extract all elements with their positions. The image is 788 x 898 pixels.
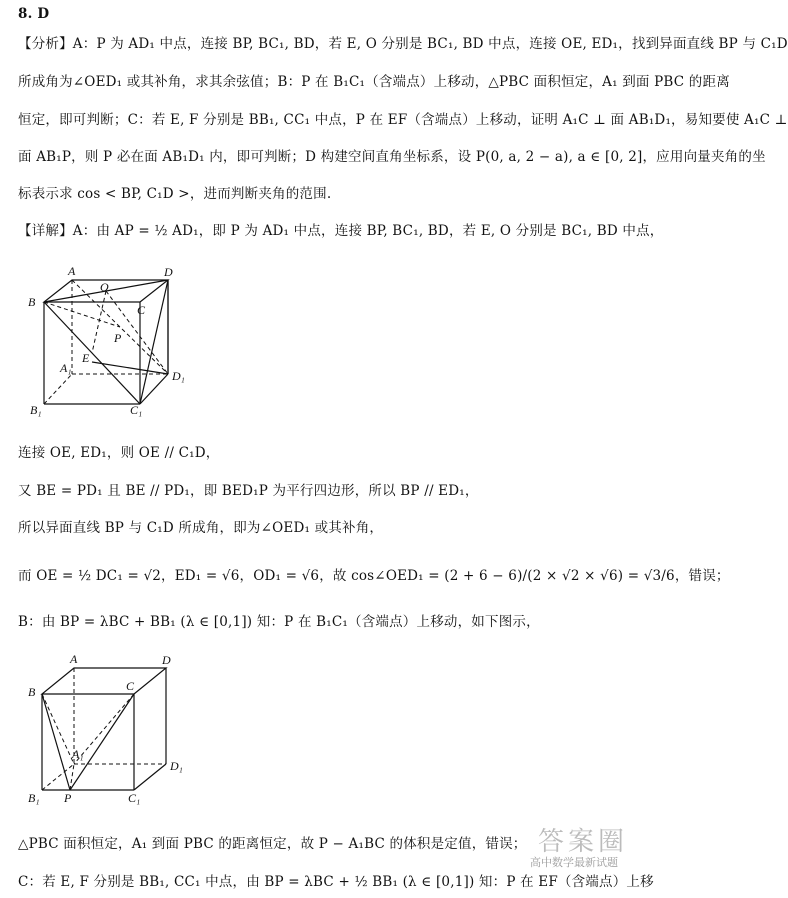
fig2-label-B: B	[28, 685, 36, 699]
detail-line-5: 而 OE = ½ DC₁ = √2，ED₁ = √6，OD₁ = √6，故 cos∠OED₁ = (2 + 6 − 6)/(2 × √2 × √6) = √3/6，错误；	[18, 568, 730, 584]
detail-line-4: 所以异面直线 BP 与 C₁D 所成角，即为∠OED₁ 或其补角，	[18, 520, 384, 536]
detail-line-7: △PBC 面积恒定，A₁ 到面 PBC 的距离恒定，故 P − A₁BC 的体积是定值，错误；	[18, 836, 527, 852]
fig2-label-C: C	[126, 679, 135, 693]
fig1-label-C: C	[137, 303, 146, 317]
fig1-label-O: O	[100, 280, 109, 294]
fig2-ba1	[42, 694, 74, 764]
fig2-edge-c1d1	[134, 764, 166, 790]
detail-line-8: C：若 E, F 分别是 BB₁, CC₁ 中点，由 BP = λBC + ½ BB₁ (λ ∈ [0,1]) 知：P 在 EF（含端点）上移	[18, 874, 654, 890]
watermark-logo: 答案圈	[537, 827, 628, 857]
analysis-line-4: 面 AB₁P，则 P 必在面 AB₁D₁ 内，即可判断；D 构建空间直角坐标系，设 P(0, a, 2 − a), a ∈ [0, 2]，应用向量夹角的坐	[18, 149, 766, 165]
fig1-label-D: D	[164, 265, 173, 279]
fig2-top-face	[42, 668, 166, 694]
fig2-bp	[42, 694, 70, 790]
fig1-label-A1: A₁	[60, 361, 72, 375]
detail-line-3: 又 BE = PD₁ 且 BE // PD₁，即 BED₁P 为平行四边形，所以 BP // ED₁，	[18, 483, 479, 499]
analysis-line-1: 【分析】A：P 为 AD₁ 中点，连接 BP, BC₁, BD，若 E, O 分别是 BC₁, BD 中点，连接 OE, ED₁，找到异面直线 BP 与 C₁D	[18, 36, 788, 52]
fig2-cp	[70, 694, 134, 790]
fig2-label-B1: B₁	[28, 791, 40, 805]
fig1-label-D1: D₁	[172, 369, 185, 383]
fig2-label-C1: C₁	[128, 791, 141, 805]
cube-figure-2	[22, 652, 202, 808]
fig2-label-D: D	[162, 653, 171, 667]
detail-line-1: 【详解】A：由 AP = ½ AD₁，即 P 为 AD₁ 中点，连接 BP, BC₁, BD，若 E, O 分别是 BC₁, BD 中点，	[18, 223, 664, 239]
fig1-label-C1: C₁	[130, 403, 143, 417]
question-number: 8. D	[18, 6, 50, 22]
analysis-line-5: 标表示求 cos < BP, C₁D >，进而判断夹角的范围.	[18, 186, 332, 202]
analysis-line-3: 恒定，即可判断；C：若 E, F 分别是 BB₁, CC₁ 中点，P 在 EF（含端点）上移动，证明 A₁C ⊥ 面 AB₁D₁，易知要使 A₁C ⊥	[18, 112, 788, 128]
fig1-label-P: P	[114, 331, 122, 345]
fig2-label-P: P	[64, 791, 72, 805]
fig1-ed1	[92, 362, 168, 374]
cube-figure-1	[22, 262, 202, 420]
fig1-edge-b1a1	[44, 374, 72, 404]
fig2-label-A1: A₁	[72, 747, 84, 761]
detail-line-2: 连接 OE, ED₁，则 OE // C₁D，	[18, 445, 220, 461]
watermark-caption: 高中数学最新试题	[530, 856, 618, 869]
fig2-label-D1: D₁	[170, 759, 183, 773]
fig1-label-B1: B₁	[30, 403, 42, 417]
fig1-label-A: A	[68, 264, 76, 278]
fig1-edge-c1d1	[140, 374, 168, 404]
analysis-line-2: 所成角为∠OED₁ 或其补角，求其余弦值；B：P 在 B₁C₁（含端点）上移动，△PBC 面积恒定，A₁ 到面 PBC 的距离	[18, 74, 730, 90]
fig1-label-E: E	[82, 351, 90, 365]
detail-line-6: B：由 BP = λBC + BB₁ (λ ∈ [0,1]) 知：P 在 B₁C₁（含端点）上移动，如下图示，	[18, 614, 540, 630]
fig1-label-B: B	[28, 295, 36, 309]
fig2-label-A: A	[70, 652, 78, 666]
